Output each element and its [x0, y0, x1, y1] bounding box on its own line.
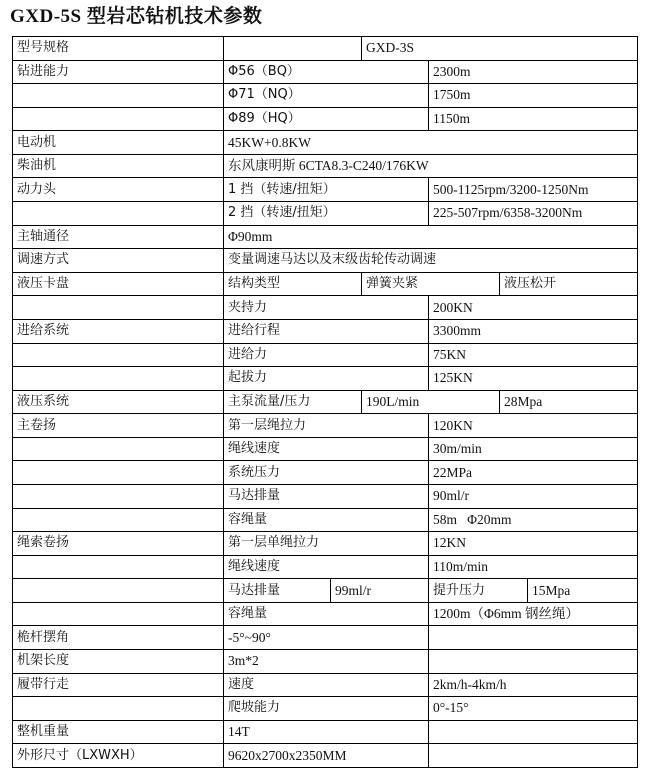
- cell-value: 弹簧夹紧: [362, 272, 500, 296]
- table-row: [13, 154, 638, 178]
- cell-value: 190L/min: [362, 390, 500, 414]
- empty-cell: [13, 508, 224, 532]
- empty-cell: [429, 744, 638, 768]
- page-title: GXD-5S 型岩芯钻机技术参数: [10, 6, 263, 27]
- cell-sublabel: 绳线速度: [224, 437, 429, 461]
- row-label: 履带行走: [13, 673, 224, 697]
- cell-sublabel: 马达排量: [224, 579, 331, 603]
- empty-cell: [13, 367, 224, 391]
- table-row: [13, 744, 638, 768]
- row-label: 主轴通径: [13, 225, 224, 249]
- table-row: [13, 178, 638, 202]
- table-row: [13, 84, 638, 108]
- empty-cell: [13, 461, 224, 485]
- cell-value: 1150m: [429, 107, 638, 131]
- cell-sublabel: 夹持力: [224, 296, 429, 320]
- cell-value: 22MPa: [429, 461, 638, 485]
- cell-value: 200KN: [429, 296, 638, 320]
- cell-sublabel: 结构类型: [224, 272, 362, 296]
- row-label: 整机重量: [13, 720, 224, 744]
- cell-value: 12KN: [429, 532, 638, 556]
- row-label: 外形尺寸（LXWXH）: [13, 744, 224, 768]
- row-label: 进给系统: [13, 319, 224, 343]
- empty-cell: [13, 437, 224, 461]
- cell-sublabel: Φ89（HQ）: [224, 107, 429, 131]
- cell-sublabel: 主泵流量/压力: [224, 390, 362, 414]
- cell-sublabel: Φ56（BQ）: [224, 60, 429, 84]
- cell-value: 125KN: [429, 367, 638, 391]
- table-row: [13, 249, 638, 273]
- row-label: 液压系统: [13, 390, 224, 414]
- row-label: 电动机: [13, 131, 224, 155]
- cell-value: 110m/min: [429, 555, 638, 579]
- empty-cell: [13, 555, 224, 579]
- cell-value: 1750m: [429, 84, 638, 108]
- cell-value: 东风康明斯 6CTA8.3-C240/176KW: [224, 154, 638, 178]
- empty-cell: [224, 37, 362, 61]
- empty-cell: [429, 626, 638, 650]
- table-row: [13, 107, 638, 131]
- cell-value: 液压松开: [500, 272, 638, 296]
- table-row: [13, 461, 638, 485]
- cell-value: Φ90mm: [224, 225, 638, 249]
- cell-sublabel: 第一层单绳拉力: [224, 532, 429, 556]
- cell-sublabel: 提升压力: [429, 579, 528, 603]
- empty-cell: [13, 697, 224, 721]
- empty-cell: [429, 720, 638, 744]
- cell-sublabel: 容绳量: [224, 508, 429, 532]
- empty-cell: [429, 650, 638, 674]
- cell-sublabel: 系统压力: [224, 461, 429, 485]
- cell-sublabel: 爬坡能力: [224, 697, 429, 721]
- table-row: [13, 202, 638, 226]
- cell-value: GXD-3S: [362, 37, 638, 61]
- cell-value: 120KN: [429, 414, 638, 438]
- table-row: [13, 414, 638, 438]
- cell-sublabel: 第一层绳拉力: [224, 414, 429, 438]
- cell-sublabel: 马达排量: [224, 484, 429, 508]
- row-label: 绳索卷扬: [13, 532, 224, 556]
- table-row: [13, 272, 638, 296]
- cell-value: 15Mpa: [528, 579, 638, 603]
- table-row: [13, 508, 638, 532]
- row-label: 调速方式: [13, 249, 224, 273]
- cell-value: -5°~90°: [224, 626, 429, 650]
- cell-sublabel: 速度: [224, 673, 429, 697]
- table-row: [13, 131, 638, 155]
- table-row: [13, 437, 638, 461]
- table-row: [13, 343, 638, 367]
- table-row: [13, 319, 638, 343]
- table-row: [13, 390, 638, 414]
- table-row: [13, 532, 638, 556]
- row-label: 桅杆摆角: [13, 626, 224, 650]
- cell-sublabel: 进给行程: [224, 319, 429, 343]
- table-row: [13, 555, 638, 579]
- empty-cell: [13, 84, 224, 108]
- table-row: [13, 673, 638, 697]
- empty-cell: [13, 343, 224, 367]
- cell-sublabel: 1 挡（转速/扭矩）: [224, 178, 429, 202]
- cell-value: 2km/h-4km/h: [429, 673, 638, 697]
- cell-value: 28Mpa: [500, 390, 638, 414]
- table-row: [13, 626, 638, 650]
- empty-cell: [13, 202, 224, 226]
- table-row: [13, 720, 638, 744]
- table-row: [13, 650, 638, 674]
- cell-value: 3300mm: [429, 319, 638, 343]
- table-row: [13, 484, 638, 508]
- cell-value: 90ml/r: [429, 484, 638, 508]
- row-label: 钻进能力: [13, 60, 224, 84]
- cell-sublabel: Φ71（NQ）: [224, 84, 429, 108]
- spec-table: [12, 36, 638, 768]
- cell-sublabel: 容绳量: [224, 602, 429, 626]
- cell-value: 225-507rpm/6358-3200Nm: [429, 202, 638, 226]
- cell-value: 变量调速马达以及末级齿轮传动调速: [224, 249, 638, 273]
- row-label: 型号规格: [13, 37, 224, 61]
- cell-value: 2300m: [429, 60, 638, 84]
- row-label: 液压卡盘: [13, 272, 224, 296]
- cell-value: 0°-15°: [429, 697, 638, 721]
- table-row: [13, 602, 638, 626]
- table-row: [13, 60, 638, 84]
- cell-value: 58m Φ20mm: [429, 508, 638, 532]
- cell-value: 500-1125rpm/3200-1250Nm: [429, 178, 638, 202]
- cell-value: 75KN: [429, 343, 638, 367]
- cell-sublabel: 起拔力: [224, 367, 429, 391]
- table-row: [13, 37, 638, 61]
- empty-cell: [13, 107, 224, 131]
- row-label: 主卷扬: [13, 414, 224, 438]
- cell-value: 99ml/r: [331, 579, 429, 603]
- empty-cell: [13, 579, 224, 603]
- cell-value: 1200m（Φ6mm 钢丝绳）: [429, 602, 638, 626]
- cell-value: 3m*2: [224, 650, 429, 674]
- empty-cell: [13, 602, 224, 626]
- table-row: [13, 579, 638, 603]
- table-row: [13, 367, 638, 391]
- cell-value: 30m/min: [429, 437, 638, 461]
- cell-value: 14T: [224, 720, 429, 744]
- cell-value: 45KW+0.8KW: [224, 131, 638, 155]
- cell-value: 9620x2700x2350MM: [224, 744, 429, 768]
- cell-sublabel: 2 挡（转速/扭矩）: [224, 202, 429, 226]
- table-row: [13, 225, 638, 249]
- table-row: [13, 296, 638, 320]
- row-label: 柴油机: [13, 154, 224, 178]
- cell-sublabel: 绳线速度: [224, 555, 429, 579]
- empty-cell: [13, 296, 224, 320]
- row-label: 动力头: [13, 178, 224, 202]
- empty-cell: [13, 484, 224, 508]
- cell-sublabel: 进给力: [224, 343, 429, 367]
- table-row: [13, 697, 638, 721]
- row-label: 机架长度: [13, 650, 224, 674]
